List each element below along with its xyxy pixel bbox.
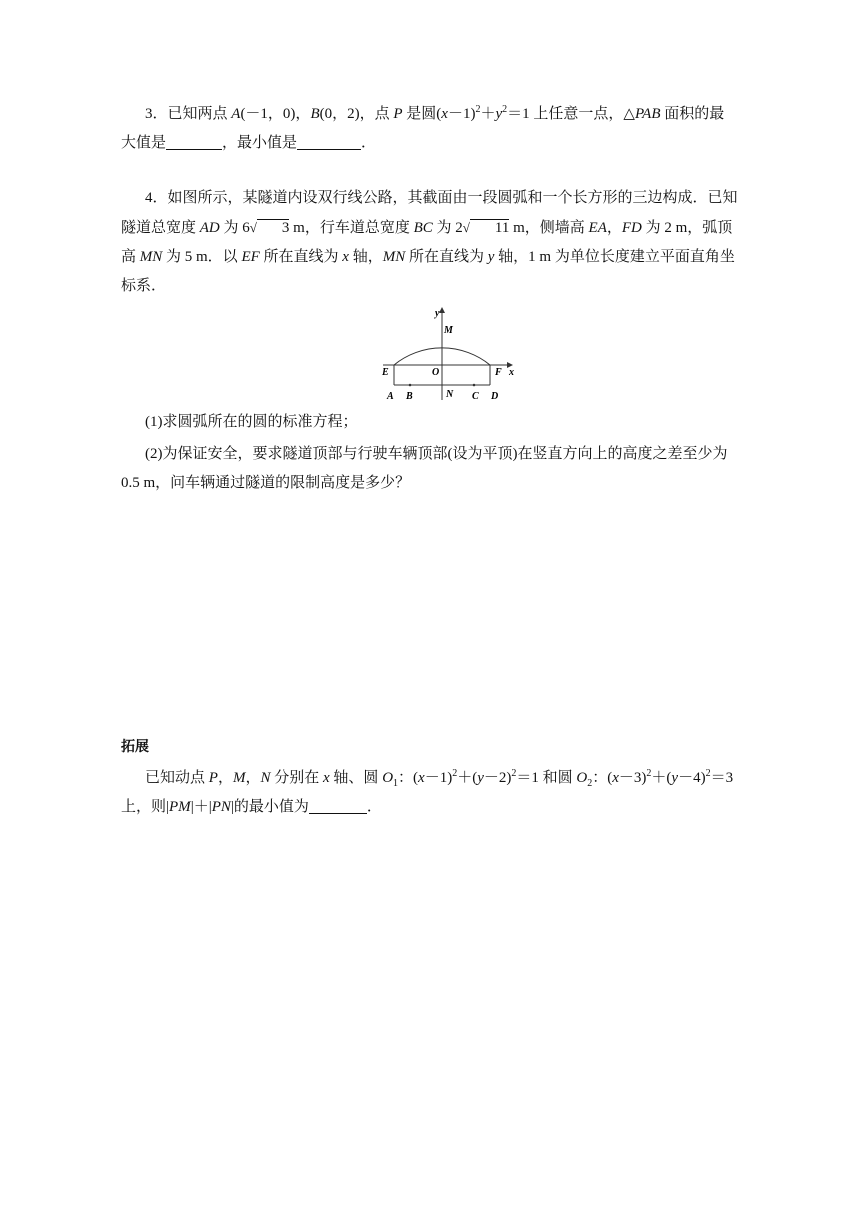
fig-label-x: x xyxy=(509,367,514,378)
answer-blank-max[interactable] xyxy=(166,133,222,150)
extension-title: 拓展 xyxy=(121,739,149,755)
fig-label-m: M xyxy=(444,325,453,336)
fig-label-b: B xyxy=(406,391,413,402)
tunnel-diagram xyxy=(379,305,519,405)
question-3: 3．已知两点 A(－1，0)，B(0，2)，点 P 是圆$(x-1)^2+y^2=1$ 上任意一点，△PAB 面积的最大值是 ，最小值是 ． xyxy=(121,104,725,151)
fig-label-d: D xyxy=(491,391,499,402)
fig-label-c: C xyxy=(472,391,479,402)
fig-label-y: y xyxy=(435,308,440,319)
fig-label-a: A xyxy=(387,391,394,402)
fig-label-e: E xyxy=(382,367,389,378)
question-4: 4．如图所示，某隧道内设双行线公路，其截面由一段圆弧和一个长方形的三边构成．已知隧道总宽度 AD 为 6√ 3 m，行车道总宽度 BC 为 2√ 11 m，侧墙高 EA，FD 为 2 m，弧顶高 MN 为 5 m．以 EF 所在直线为 x 轴，MN 所在直线为 y 轴，1 m 为单位长度建立平面直角坐标系． xyxy=(121,190,738,294)
answer-blank-min[interactable] xyxy=(297,133,361,150)
fig-label-o: O xyxy=(432,367,440,378)
question-4-part-2: (2)为保证安全，要求隧道顶部与行驶车辆顶部(设为平顶)在竖直方向上的高度之差至少为 0.5 m，问车辆通过隧道的限制高度是多少？ xyxy=(121,446,728,491)
fig-label-n: N xyxy=(446,389,454,400)
fig-label-f: F xyxy=(495,367,502,378)
question-4-part-1: (1)求圆弧所在的圆的标准方程； xyxy=(145,414,358,430)
extension-question: 已知动点 P，M，N 分别在 x 轴、圆 $O_1$：$(x-1)^2+(y-2)^2=1$ 和圆 $O_2$：$(x-3)^2+(y-4)^2=3$ 上，则|PM|＋|PN|的最小值为 ． xyxy=(121,768,734,815)
answer-blank-extension[interactable] xyxy=(309,797,367,814)
